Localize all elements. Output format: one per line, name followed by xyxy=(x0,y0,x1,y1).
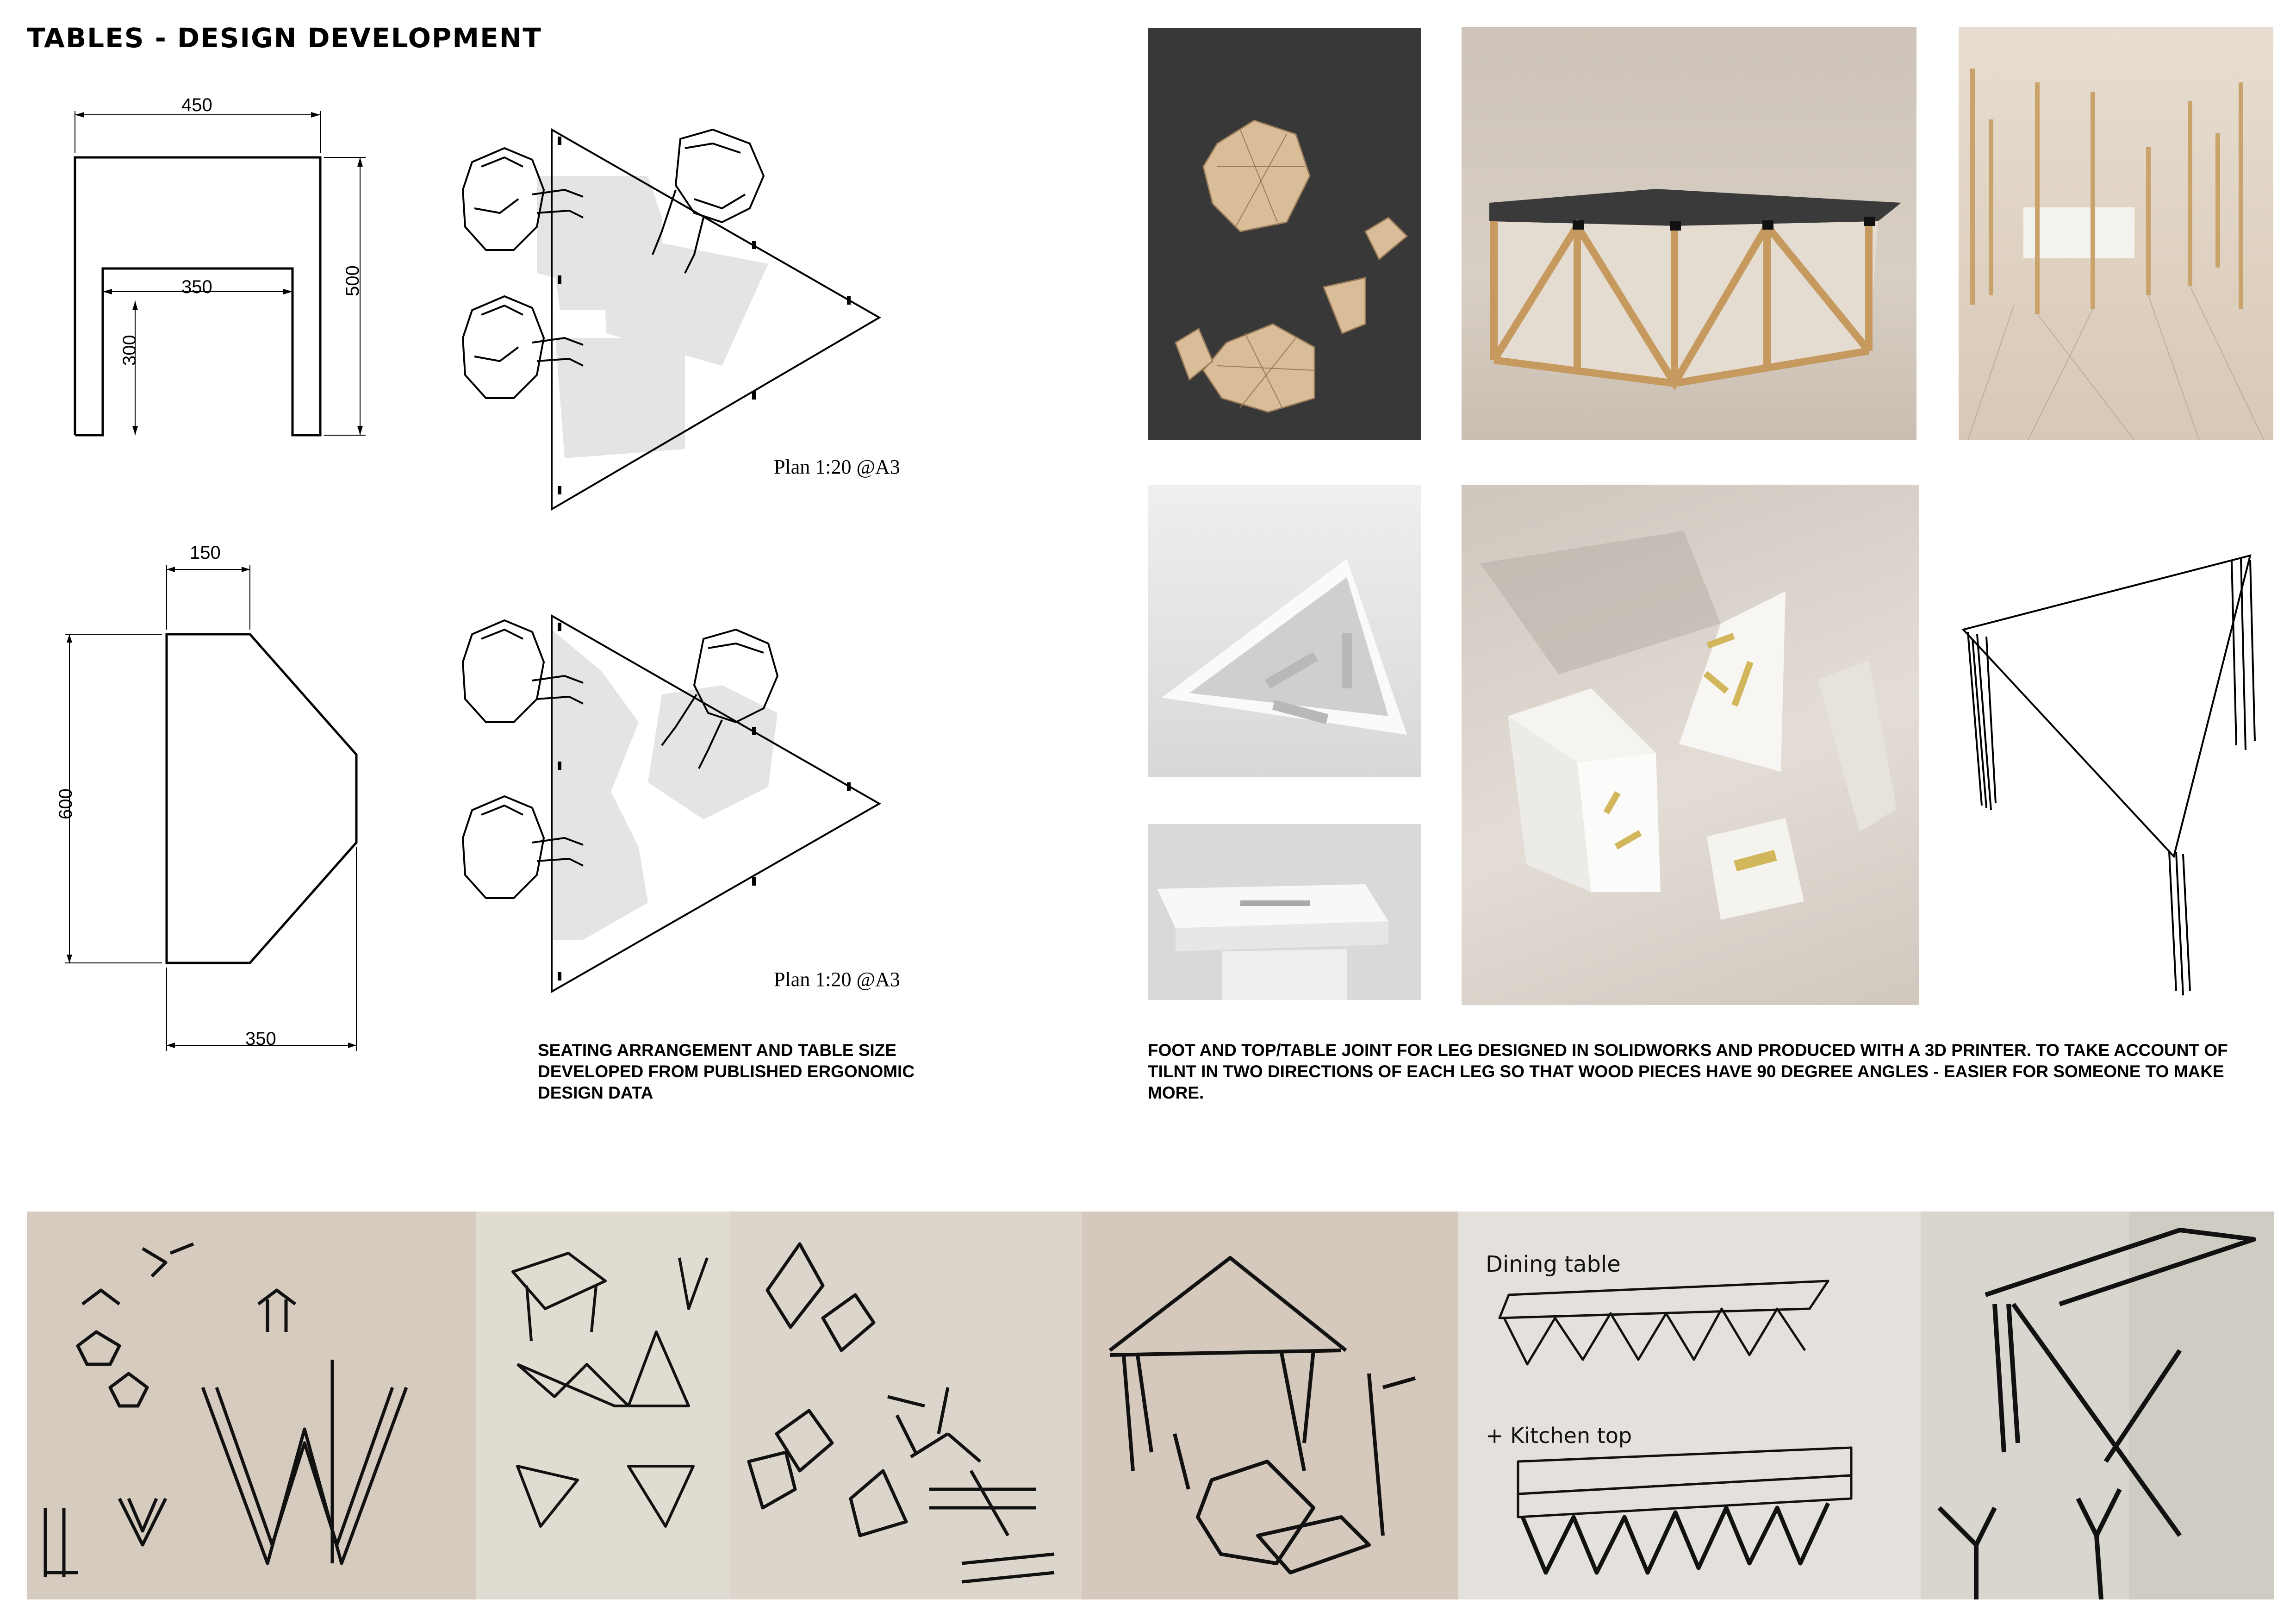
dim-bottom-edge: 350 xyxy=(245,1029,276,1049)
render-box-photo xyxy=(1148,824,1421,1000)
poles-photo xyxy=(1959,27,2273,440)
render-triangle-photo xyxy=(1148,485,1421,777)
dim-depth: 500 xyxy=(342,265,363,296)
dim-outer-width: 450 xyxy=(181,95,212,115)
dim-inner-depth: 300 xyxy=(119,335,140,366)
caption-seating: SEATING ARRANGEMENT AND TABLE SIZE DEVELOPED FROM PUBLISHED ERGONOMIC DESIGN DATA xyxy=(538,1041,915,1102)
sketch-panel-4 xyxy=(1082,1212,1458,1599)
table1-dimension-drawing xyxy=(46,93,380,454)
model-pieces-photo xyxy=(1148,28,1421,440)
sketch-panel-3 xyxy=(730,1212,1082,1599)
sketch-panel-2 xyxy=(476,1212,730,1599)
caption-joint: FOOT AND TOP/TABLE JOINT FOR LEG DESIGNED IN SOLIDWORKS AND PRODUCED WITH A 3D PRINTER. TO TAKE ACCOUNT OF TILNT IN TWO DIRECTIONS OF EACH LEG SO THAT WOOD PIECES HAVE 90 DEGREE ANGLES - EASIER FOR SOMEONE TO MAKE MORE. xyxy=(1148,1041,2228,1102)
sketch-label-kitchen: + Kitchen top xyxy=(1486,1423,1632,1448)
dim-top-edge: 150 xyxy=(190,543,221,563)
table2-dimension-drawing xyxy=(56,551,380,1060)
plan-seating-lower xyxy=(444,606,907,995)
table-perspective-drawing xyxy=(1959,532,2273,1009)
sketch-panel-1 xyxy=(27,1212,476,1599)
dim-inner-width: 350 xyxy=(181,277,212,297)
sketch-label-dining: Dining table xyxy=(1486,1251,1621,1277)
plan-label-lower: Plan 1:20 @A3 xyxy=(774,968,900,991)
sketch-panel-5 xyxy=(1458,1212,1921,1599)
table-model-photo xyxy=(1462,27,1916,440)
dim-height: 600 xyxy=(56,788,76,819)
plan-label-upper: Plan 1:20 @A3 xyxy=(774,456,900,478)
page-title: TABLES - DESIGN DEVELOPMENT xyxy=(27,22,542,54)
sketch-panel-6 xyxy=(1921,1212,2274,1599)
sketchbook-strip xyxy=(27,1212,2274,1599)
printed-joints-photo xyxy=(1462,485,1919,1005)
